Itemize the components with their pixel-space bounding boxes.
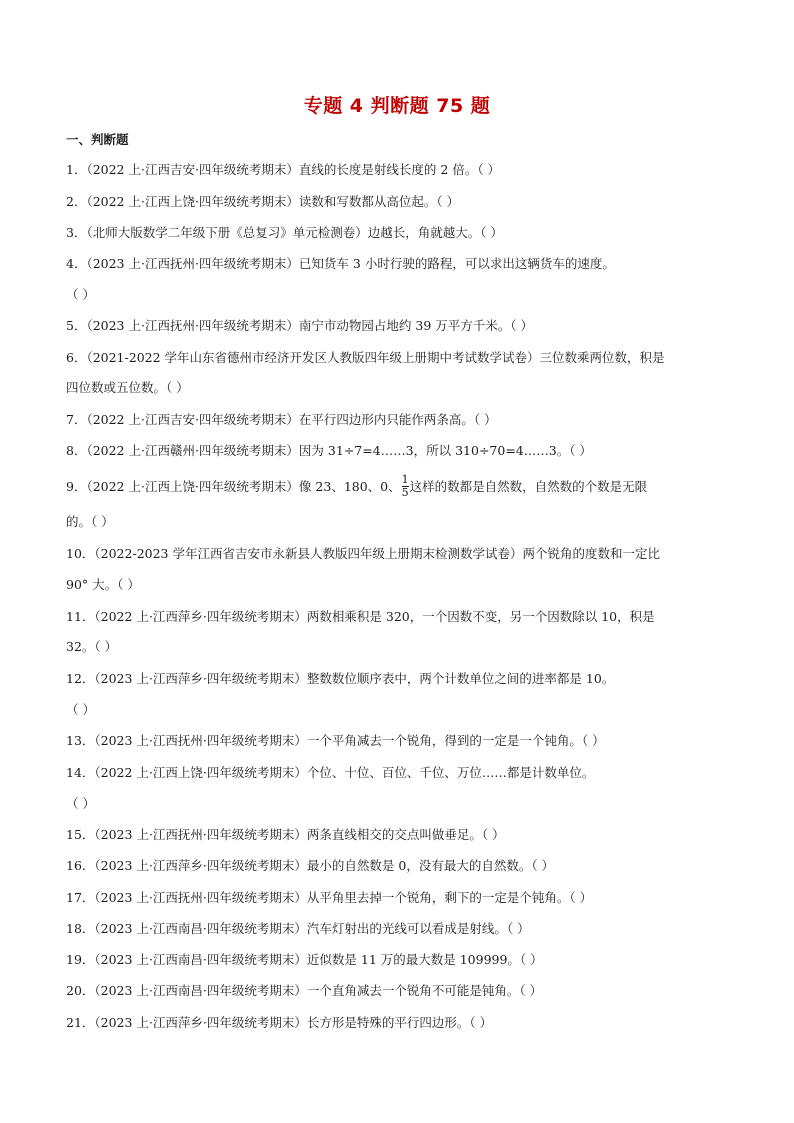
- question-text: 16．（2023 上·江西萍乡·四年级统考期末）最小的自然数是 0，没有最大的自然数。（ ）: [66, 858, 555, 873]
- question-20: [66, 975, 732, 1007]
- question-text: 11．（2022 上·江西萍乡·四年级统考期末）两数相乘积是 320，一个因数不变，另一个因数除以 10，积是: [66, 609, 655, 624]
- question-text: 6．（2021-2022 学年山东省德州市经济开发区人教版四年级上册期中考试数学试卷）三位数乘两位数，积是: [66, 350, 665, 365]
- question-1: [66, 154, 732, 186]
- question-21: [66, 1007, 732, 1039]
- fraction: [402, 474, 409, 499]
- question-text: 32。（ ）: [66, 639, 118, 654]
- question-text: 这样的数都是自然数，自然数的个数是无限: [409, 479, 648, 494]
- question-text: 9．（2022 上·江西上饶·四年级统考期末）像 23、180、0、: [66, 479, 401, 494]
- question-16: [66, 850, 732, 882]
- question-14-line2: [66, 788, 732, 820]
- question-4-line2: [66, 279, 732, 311]
- question-11: [66, 601, 732, 633]
- question-8: [66, 435, 732, 467]
- fraction-numerator: 1: [401, 473, 409, 486]
- question-text: 18．（2023 上·江西南昌·四年级统考期末）汽车灯射出的光线可以看成是射线。（ ）: [66, 921, 530, 936]
- question-text: 90° 大。（ ）: [66, 577, 140, 592]
- question-10-line2: [66, 569, 732, 601]
- question-text: 17．（2023 上·江西抚州·四年级统考期末）从平角里去掉一个锐角，剩下的一定是个钝角。（ ）: [66, 890, 593, 905]
- fraction-denominator: 5: [401, 486, 409, 499]
- question-14: [66, 757, 732, 789]
- question-9-line2: [66, 506, 732, 538]
- question-text: 四位数或五位数。（ ）: [66, 380, 189, 395]
- question-7: [66, 404, 732, 436]
- question-17: [66, 882, 732, 914]
- question-13: [66, 725, 732, 757]
- page-title: 专题 4 判断题 75 题: [303, 95, 491, 117]
- question-text: 2．（2022 上·江西上饶·四年级统考期末）读数和写数都从高位起。（ ）: [66, 194, 460, 209]
- question-18: [66, 913, 732, 945]
- question-6-line2: [66, 372, 732, 404]
- question-10: [66, 538, 732, 570]
- question-text: 21．（2023 上·江西萍乡·四年级统考期末）长方形是特殊的平行四边形。（ ）: [66, 1015, 493, 1030]
- question-11-line2: [66, 631, 732, 663]
- answer-blank: （ ）: [66, 796, 95, 811]
- section-heading: 一、判断题: [66, 132, 129, 147]
- question-text: 4．（2023 上·江西抚州·四年级统考期末）已知货车 3 小时行驶的路程，可以求出这辆货车的速度。: [66, 256, 615, 271]
- question-5: [66, 310, 732, 342]
- question-text: 13．（2023 上·江西抚州·四年级统考期末）一个平角减去一个锐角，得到的一定是一个钝角。（ ）: [66, 733, 605, 748]
- question-text: 10．（2022-2023 学年江西省吉安市永新县人教版四年级上册期末检测数学试卷）两个锐角的度数和一定比: [66, 546, 660, 561]
- question-text: 19．（2023 上·江西南昌·四年级统考期末）近似数是 11 万的最大数是 109999。（ ）: [66, 952, 543, 967]
- question-19: [66, 944, 732, 976]
- question-text: 12．（2023 上·江西萍乡·四年级统考期末）整数数位顺序表中，两个计数单位之间的进率都是 10。: [66, 671, 615, 686]
- question-9: [66, 471, 732, 503]
- question-12: [66, 663, 732, 695]
- question-text: 8．（2022 上·江西赣州·四年级统考期末）因为 31÷7=4……3，所以 310÷70=4……3。（ ）: [66, 443, 592, 458]
- question-text: 3．（北师大版数学二年级下册《总复习》单元检测卷）边越长，角就越大。（ ）: [66, 225, 503, 240]
- question-6: [66, 342, 732, 374]
- question-4: [66, 248, 732, 280]
- question-15: [66, 819, 732, 851]
- question-text: 20．（2023 上·江西南昌·四年级统考期末）一个直角减去一个锐角不可能是钝角。（ ）: [66, 983, 543, 998]
- question-text: 15．（2023 上·江西抚州·四年级统考期末）两条直线相交的交点叫做垂足。（ ）: [66, 827, 505, 842]
- question-text: 7．（2022 上·江西吉安·四年级统考期末）在平行四边形内只能作两条高。（ ）: [66, 412, 497, 427]
- answer-blank: （ ）: [66, 702, 95, 717]
- question-text: 1．（2022 上·江西吉安·四年级统考期末）直线的长度是射线长度的 2 倍。（ ）: [66, 162, 501, 177]
- question-12-line2: [66, 694, 732, 726]
- question-2: [66, 186, 732, 218]
- question-3: [66, 217, 732, 249]
- question-text: 14．（2022 上·江西上饶·四年级统考期末）个位、十位、百位、千位、万位……都是计数单位。: [66, 765, 595, 780]
- question-text: 5．（2023 上·江西抚州·四年级统考期末）南宁市动物园占地约 39 万平方千米。（ ）: [66, 318, 534, 333]
- question-text: 的。（ ）: [66, 514, 114, 529]
- answer-blank: （ ）: [66, 287, 95, 302]
